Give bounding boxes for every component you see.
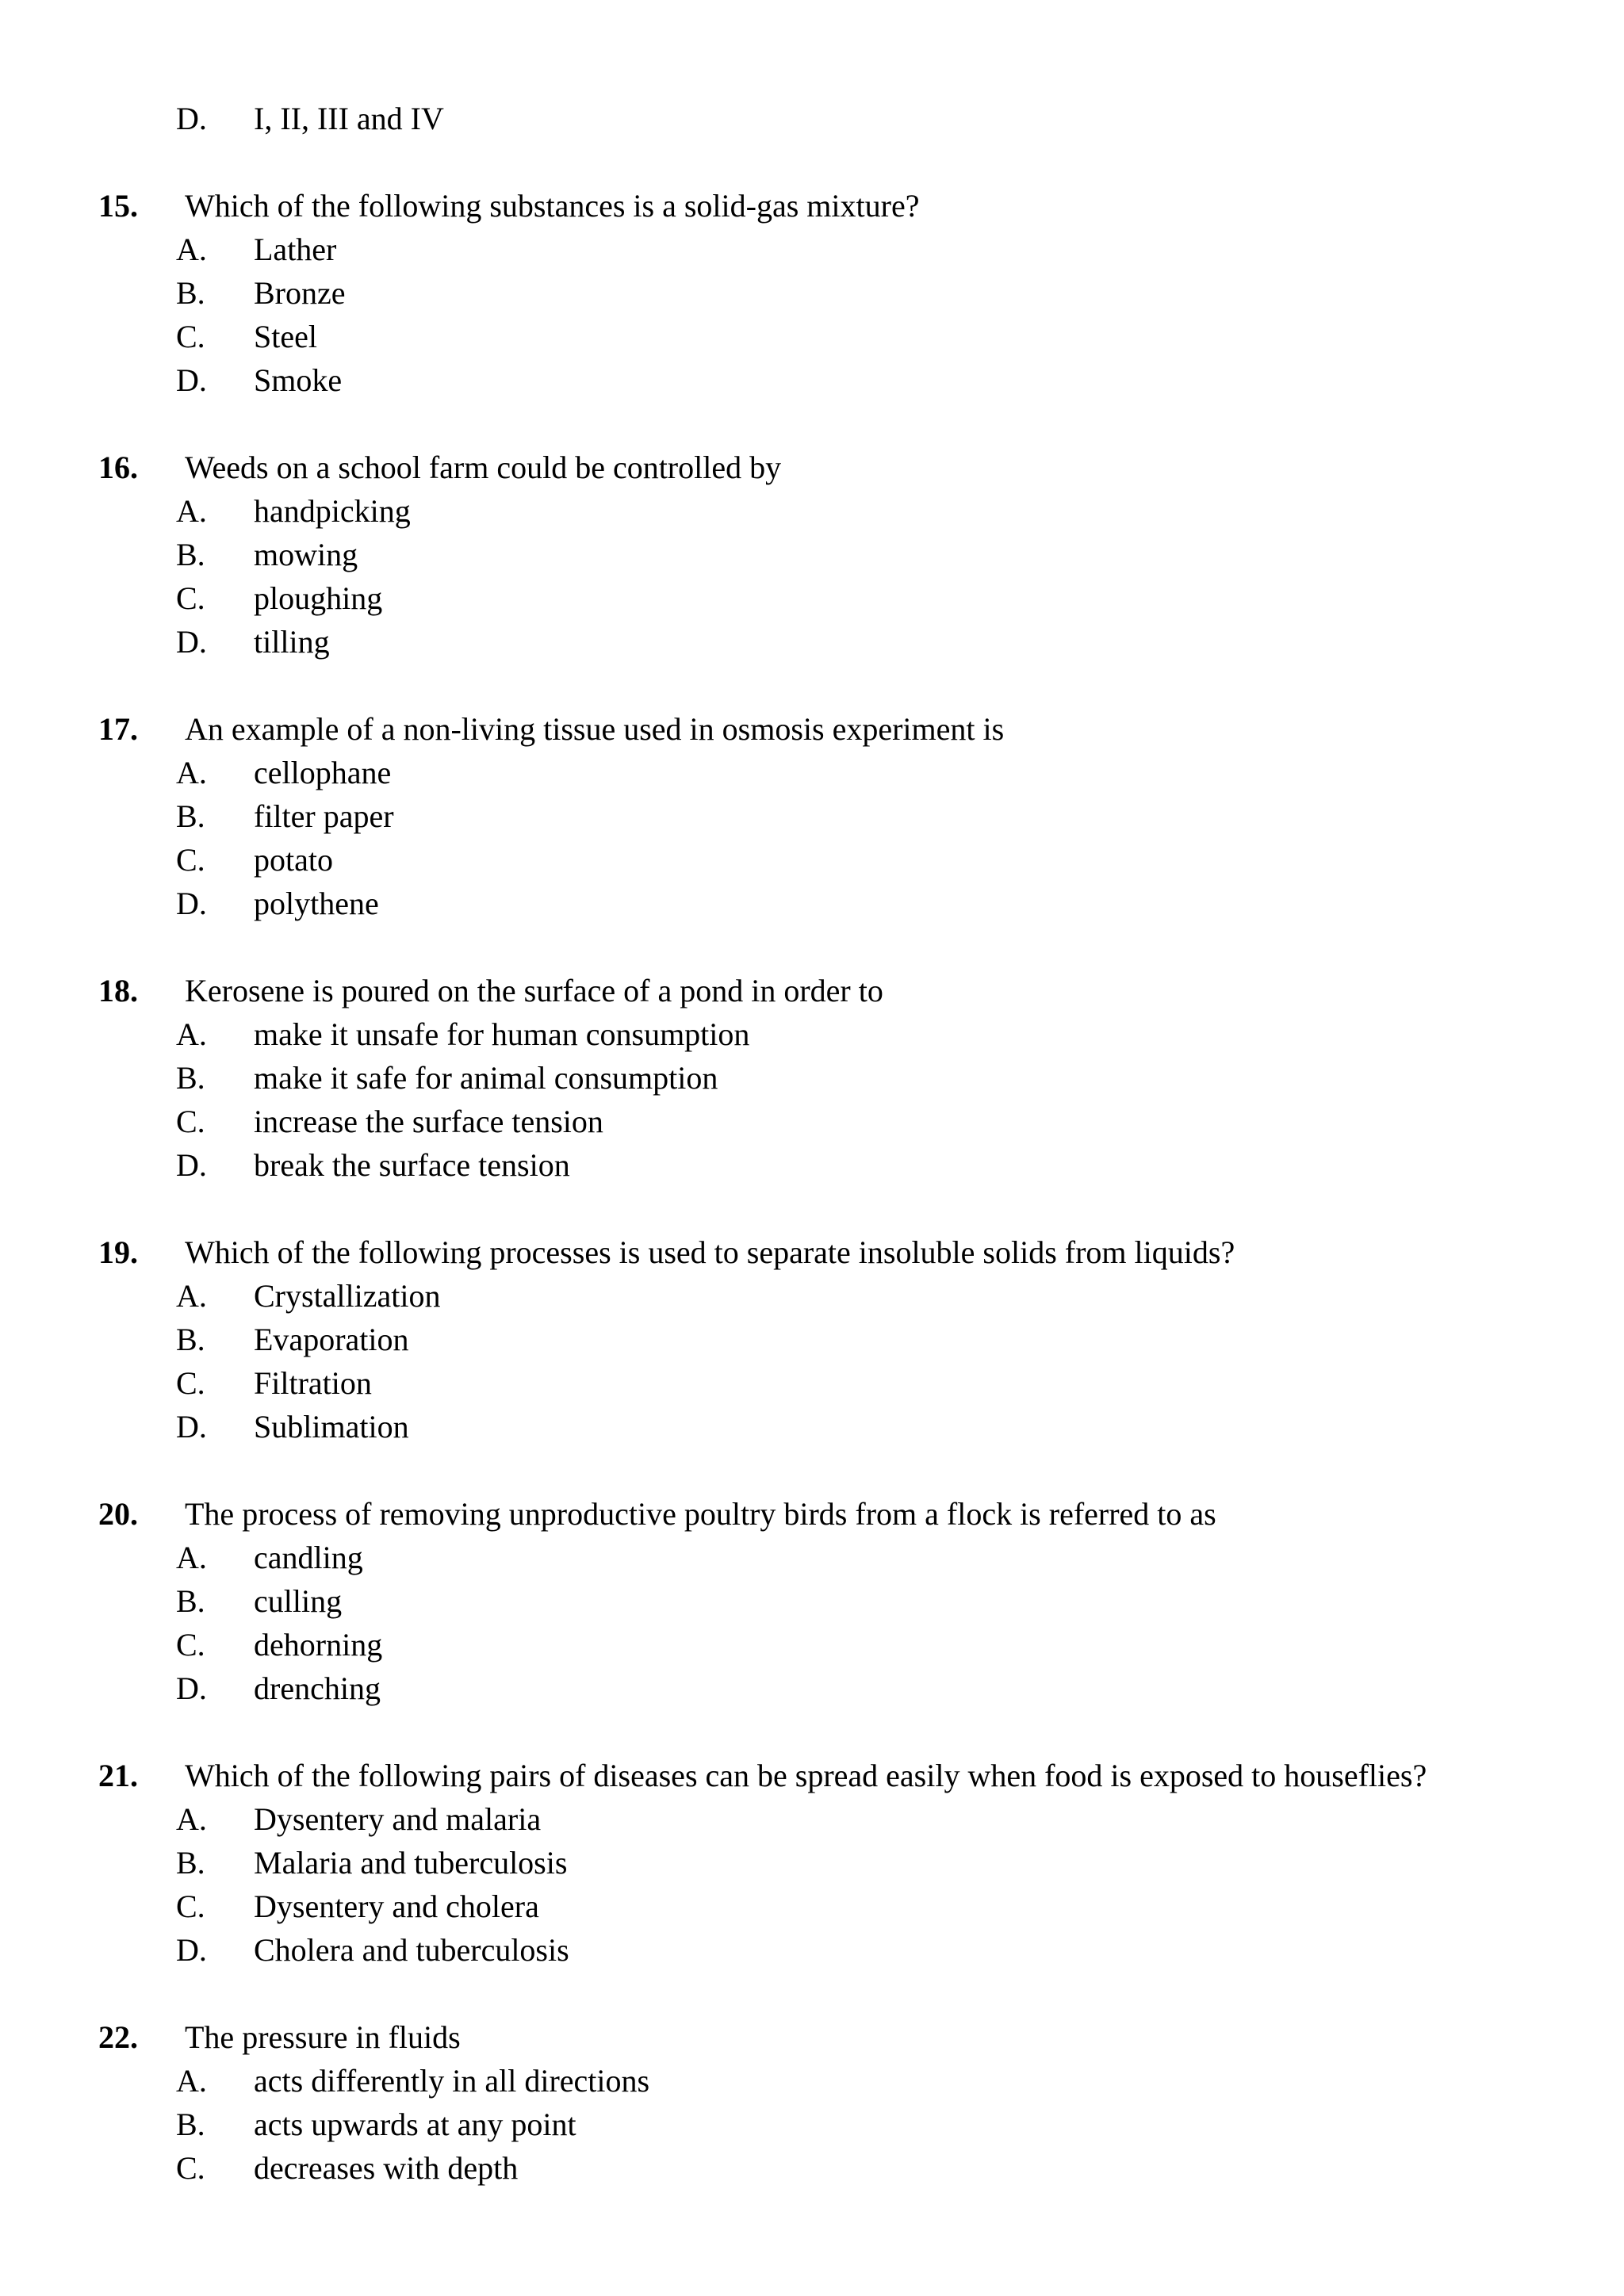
option-text: acts upwards at any point <box>254 2107 576 2142</box>
option-text: break the surface tension <box>254 1147 570 1183</box>
option-text: mowing <box>254 537 358 572</box>
option-letter: C. <box>176 842 205 878</box>
option-letter: A. <box>176 2063 207 2099</box>
option-letter: B. <box>176 275 205 311</box>
option-text: Dysentery and cholera <box>254 1888 539 1924</box>
option-text: polythene <box>254 886 379 921</box>
option-text: candling <box>254 1540 363 1575</box>
option-letter: C. <box>176 1365 205 1401</box>
option-letter: B. <box>176 1322 205 1357</box>
option-text: decreases with depth <box>254 2150 519 2186</box>
option-letter: D. <box>176 1670 207 1706</box>
option-text: Smoke <box>254 362 343 398</box>
question-number: 17. <box>98 711 138 747</box>
question-text: Weeds on a school farm could be controlled by <box>185 450 782 485</box>
question-number: 18. <box>98 973 138 1008</box>
question-text: Kerosene is poured on the surface of a pond in order to <box>185 973 883 1008</box>
option-text: dehorning <box>254 1627 383 1663</box>
option-letter: D. <box>176 1409 207 1445</box>
option-text: I, II, III and IV <box>254 101 444 136</box>
option-letter: B. <box>176 1060 205 1096</box>
question-text: Which of the following pairs of diseases can be spread easily when food is exposed to houseflies? <box>185 1758 1427 1793</box>
option-letter: C. <box>176 1888 205 1924</box>
option-text: Cholera and tuberculosis <box>254 1932 569 1968</box>
question-text: The process of removing unproductive poultry birds from a flock is referred to as <box>185 1496 1216 1532</box>
option-text: Dysentery and malaria <box>254 1801 542 1837</box>
option-letter: C. <box>176 2150 205 2186</box>
option-text: Sublimation <box>254 1409 409 1445</box>
option-text: Filtration <box>254 1365 372 1401</box>
option-letter: B. <box>176 1583 205 1619</box>
option-letter: B. <box>176 537 205 572</box>
option-letter: D. <box>176 624 207 660</box>
option-text: potato <box>254 842 333 878</box>
option-text: drenching <box>254 1670 381 1706</box>
option-text: make it safe for animal consumption <box>254 1060 718 1096</box>
option-letter: B. <box>176 2107 205 2142</box>
option-letter: A. <box>176 755 207 790</box>
question-text: The pressure in fluids <box>185 2019 461 2055</box>
option-text: Crystallization <box>254 1278 441 1314</box>
option-text: filter paper <box>254 798 394 834</box>
option-text: tilling <box>254 624 330 660</box>
question-text: Which of the following processes is used to separate insoluble solids from liquids? <box>185 1234 1235 1270</box>
option-text: increase the surface tension <box>254 1104 603 1139</box>
question-number: 22. <box>98 2019 138 2055</box>
option-letter: A. <box>176 232 207 267</box>
option-text: handpicking <box>254 493 411 529</box>
option-letter: D. <box>176 362 207 398</box>
option-text: Lather <box>254 232 337 267</box>
option-text: acts differently in all directions <box>254 2063 650 2099</box>
option-letter: D. <box>176 1147 207 1183</box>
option-letter: A. <box>176 1278 207 1314</box>
option-letter: C. <box>176 580 205 616</box>
option-letter: D. <box>176 886 207 921</box>
option-letter: D. <box>176 1932 207 1968</box>
question-text: Which of the following substances is a solid-gas mixture? <box>185 188 920 224</box>
question-number: 21. <box>98 1758 138 1793</box>
question-number: 15. <box>98 188 138 224</box>
option-letter: A. <box>176 493 207 529</box>
option-letter: A. <box>176 1016 207 1052</box>
option-text: Evaporation <box>254 1322 409 1357</box>
option-text: Steel <box>254 319 317 354</box>
option-letter: B. <box>176 798 205 834</box>
option-text: ploughing <box>254 580 383 616</box>
option-letter: C. <box>176 1627 205 1663</box>
question-number: 16. <box>98 450 138 485</box>
option-letter: D. <box>176 101 207 136</box>
option-text: make it unsafe for human consumption <box>254 1016 750 1052</box>
option-letter: C. <box>176 319 205 354</box>
option-text: culling <box>254 1583 343 1619</box>
option-letter: C. <box>176 1104 205 1139</box>
option-letter: A. <box>176 1540 207 1575</box>
option-letter: B. <box>176 1845 205 1881</box>
question-number: 19. <box>98 1234 138 1270</box>
option-text: Malaria and tuberculosis <box>254 1845 568 1881</box>
option-text: Bronze <box>254 275 346 311</box>
question-text: An example of a non-living tissue used in osmosis experiment is <box>185 711 1005 747</box>
question-number: 20. <box>98 1496 138 1532</box>
option-text: cellophane <box>254 755 392 790</box>
option-letter: A. <box>176 1801 207 1837</box>
